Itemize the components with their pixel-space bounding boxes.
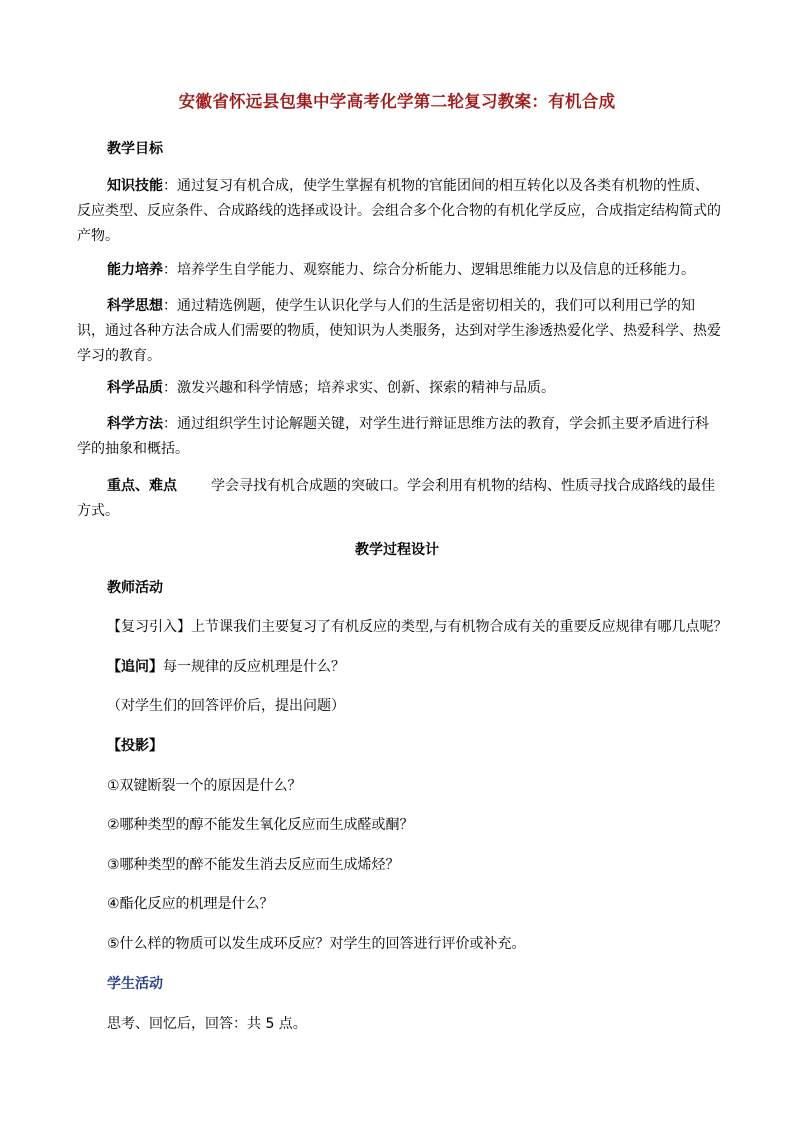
focus-paragraph [77, 474, 722, 524]
question-item: ①双键断裂一个的原因是什么？ [107, 778, 302, 794]
question-item: ④酯化反应的机理是什么？ [107, 896, 274, 912]
review-label: 【复习引入】 [107, 619, 191, 635]
knowledge-paragraph: 知识技能：通过复习有机合成，使学生掌握有机物的官能团间的相互转化以及各类有机物的性质、反应类型、反应条件、合成路线的选择或设计。会组合多个化合物的有机化学反应，合成指定结构简式的产物。 [77, 178, 721, 244]
knowledge-text: 通过复习有机合成，使学生掌握有机物的官能团间的相互转化以及各类有机物的性质、反应类型、反应条件、合成路线的选择或设计。会组合多个化合物的有机化学反应，合成指定结构简式的产物。 [77, 178, 721, 244]
quality-paragraph: 科学品质：激发兴趣和科学情感；培养求实、创新、探索的精神与品质。 [107, 380, 555, 396]
document-title: 安徽省怀远县包集中学高考化学第二轮复习教案：有机合成 [178, 92, 616, 111]
focus-label: 重点、难点 [107, 478, 177, 494]
thought-text: 通过精选例题，使学生认识化学与人们的生活是密切相关的，我们可以利用已学的知识，通过各种方法合成人们需要的物质，使知识为人类服务，达到对学生渗透热爱化学、热爱科学、热爱学习的教育。 [77, 298, 721, 364]
thought-label: 科学思想 [107, 298, 163, 314]
quality-label: 科学品质 [107, 380, 163, 396]
question-item: ⑤什么样的物质可以发生成环反应？对学生的回答进行评价或补充。 [107, 936, 526, 952]
focus-text: 学会寻找有机合成题的突破口。学会利用有机物的结构、性质寻找合成路线的最佳方式。 [77, 478, 715, 519]
design-heading: 教学过程设计 [355, 542, 439, 558]
student-heading: 学生活动 [107, 976, 163, 992]
review-line [107, 616, 727, 636]
ability-text: 培养学生自学能力、观察能力、综合分析能力、逻辑思维能力以及信息的迁移能力。 [177, 262, 695, 278]
knowledge-label: 知识技能 [107, 178, 163, 194]
method-label: 科学方法 [107, 416, 163, 432]
question-item: ②哪种类型的醇不能发生氧化反应而生成醛或酮？ [107, 817, 414, 833]
projection-label: 【投影】 [107, 738, 163, 754]
teacher-heading: 教师活动 [107, 580, 163, 596]
ask-line [107, 656, 345, 676]
student-answer: 思考、回忆后，回答：共 5 点。 [107, 1016, 307, 1032]
goals-heading: 教学目标 [107, 141, 163, 157]
thought-paragraph: 科学思想：通过精选例题，使学生认识化学与人们的生活是密切相关的，我们可以利用已学的知识，通过各种方法合成人们需要的物质，使知识为人类服务，达到对学生渗透热爱化学、热爱科学、热爱学习的教育。 [77, 298, 721, 364]
question-item: ③哪种类型的醉不能发生消去反应而生成烯烃？ [107, 857, 400, 873]
ability-label: 能力培养 [107, 262, 163, 278]
method-paragraph: 科学方法：通过组织学生讨论解题关键，对学生进行辩证思维方法的教育，学会抓主要矛盾进行科学的抽象和概括。 [77, 416, 709, 457]
quality-text: 激发兴趣和科学情感；培养求实、创新、探索的精神与品质。 [177, 380, 555, 396]
ask-text: 每一规律的反应机理是什么？ [163, 659, 345, 675]
method-text: 通过组织学生讨论解题关键，对学生进行辩证思维方法的教育，学会抓主要矛盾进行科学的抽象和概括。 [77, 416, 709, 457]
review-text: 上节课我们主要复习了有机反应的类型,与有机物合成有关的重要反应规律有哪几点呢？ [191, 619, 728, 635]
ability-paragraph: 能力培养：培养学生自学能力、观察能力、综合分析能力、逻辑思维能力以及信息的迁移能力。 [107, 262, 695, 278]
note-line: （对学生们的回答评价后，提出问题） [107, 698, 345, 714]
ask-label: 【追问】 [107, 659, 163, 675]
